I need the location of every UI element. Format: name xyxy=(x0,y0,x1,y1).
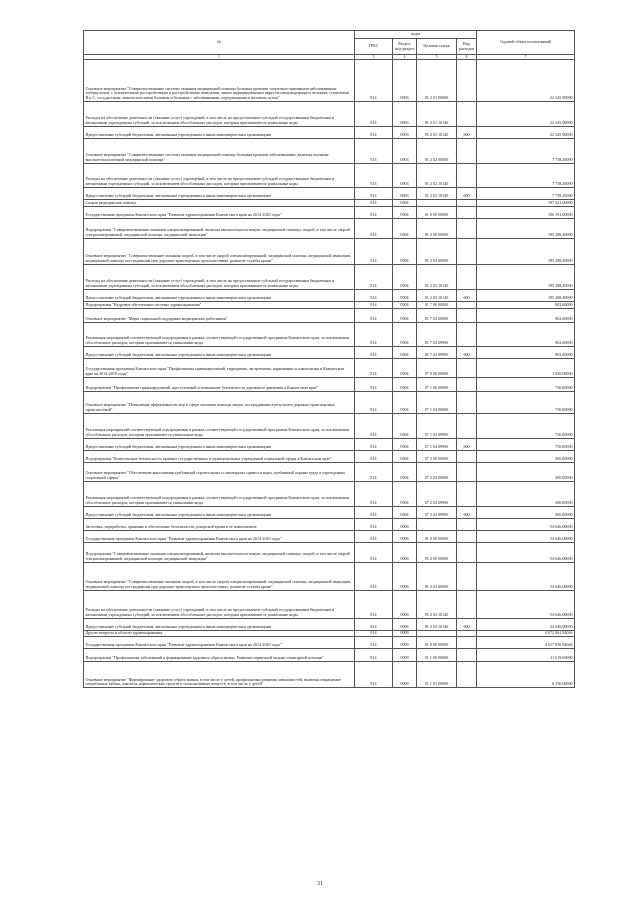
row-name-cell: Подпрограмма "Совершенствование оказания специализированной, включая высокотехнологичную, медицинской помощи, скорой, в том числе скорой специализированной, медицинской помощи, медицинской эвакуации" xyxy=(84,542,355,562)
row-section-cell: 0904 xyxy=(393,322,417,346)
row-grbs-cell: 814 xyxy=(355,289,393,301)
row-expense-type-cell xyxy=(457,206,477,218)
row-grbs-cell: 814 xyxy=(355,413,393,438)
row-section-cell: 0904 xyxy=(393,450,417,462)
table-row xyxy=(84,164,575,188)
row-name-cell: Предоставление субсидий бюджетным, автономным учреждениям и иным некоммерческим организациям xyxy=(84,618,355,630)
row-grbs-cell: 814 xyxy=(355,542,393,562)
row-target-article-cell: 07 2 02 09990 xyxy=(417,481,457,506)
row-name-cell: Государственная программа Камчатского края "Развитие здравоохранения Камчатского края на 2014-2020 годы" xyxy=(84,530,355,542)
table-row xyxy=(84,649,575,662)
row-expense-type-cell xyxy=(457,218,477,238)
row-target-article-cell: 01 2 03 10140 xyxy=(417,264,457,289)
row-expense-type-cell xyxy=(457,481,477,506)
row-name-cell: Предоставление субсидий бюджетным, автономным учреждениям и иным некоммерческим организациям xyxy=(84,438,355,450)
row-grbs-cell: 814 xyxy=(355,562,393,590)
row-expense-type-cell xyxy=(457,164,477,188)
row-amount-cell: 902,60000 xyxy=(477,308,575,322)
row-grbs-cell: 814 xyxy=(355,649,393,662)
row-name-cell: Предоставление субсидий бюджетным, автономным учреждениям и иным некоммерческим организациям xyxy=(84,188,355,200)
row-grbs-cell: 814 xyxy=(355,308,393,322)
row-amount-cell: 7 758,20000 xyxy=(477,139,575,164)
row-grbs-cell: 814 xyxy=(355,346,393,358)
row-grbs-cell: 814 xyxy=(355,264,393,289)
row-expense-type-cell xyxy=(457,60,477,102)
row-amount-cell: 1 050,00000 xyxy=(477,358,575,377)
row-amount-cell: 4 617 856,94046 xyxy=(477,637,575,649)
table-row xyxy=(84,218,575,238)
table-row xyxy=(84,322,575,346)
row-amount-cell: 54 646,00000 xyxy=(477,542,575,562)
row-name-cell: Основное мероприятие "Совершенствование оказания скорой, в том числе скорой специализированной, медицинской помощи, медицинской эвакуации, медицинской помощи пострадавшим при дорожно-транспортных происшествиях, развитие службы крови" xyxy=(84,562,355,590)
row-section-cell: 0909 xyxy=(393,637,417,649)
row-name-cell: Предоставление субсидий бюджетным, автономным учреждениям и иным некоммерческим организациям xyxy=(84,127,355,139)
table-row xyxy=(84,662,575,688)
row-name-cell: Реализация мероприятий соответствующей подпрограммы в рамках соответствующей государственной программы Камчатского края, за исключением обособленных расходов, которым присваиваются уникальные коды xyxy=(84,413,355,438)
row-target-article-cell: 01 7 02 09990 xyxy=(417,346,457,358)
row-amount-cell: 750,00000 xyxy=(477,377,575,391)
table-body xyxy=(84,60,575,688)
row-expense-type-cell xyxy=(457,562,477,590)
row-section-cell: 0906 xyxy=(393,590,417,618)
header-expense-type: Вид расходов xyxy=(457,39,477,55)
row-section-cell: 0904 xyxy=(393,308,417,322)
row-grbs-cell: 814 xyxy=(355,637,393,649)
row-target-article-cell: 01 1 01 00000 xyxy=(417,662,457,688)
row-grbs-cell: 814 xyxy=(355,530,393,542)
row-name-cell: Предоставление субсидий бюджетным, автономным учреждениям и иным некоммерческим организациям xyxy=(84,506,355,518)
row-section-cell: 0904 xyxy=(393,301,417,308)
row-section-cell: 0904 xyxy=(393,238,417,264)
row-amount-cell: 54 646,00000 xyxy=(477,518,575,530)
column-number: 1 xyxy=(84,55,355,60)
row-grbs-cell: 814 xyxy=(355,102,393,127)
row-section-cell: 0903 xyxy=(393,102,417,127)
row-target-article-cell: 01 0 00 00000 xyxy=(417,206,457,218)
row-amount-cell: 54 646,00000 xyxy=(477,562,575,590)
row-section-cell: 0904 xyxy=(393,377,417,391)
row-name-cell: Государственная программа Камчатского края "Развитие здравоохранения Камчатского края на 2014-2020 годы" xyxy=(84,637,355,649)
table-row xyxy=(84,506,575,518)
row-section-cell: 0909 xyxy=(393,649,417,662)
row-name-cell: Расходы на обеспечение деятельности (оказание услуг) учреждений, в том числе на предоставление субсидий государственным бюджетным и автономным учреждениям субсидий, за исключением обособленных расходов, которым присваиваются уникальные коды xyxy=(84,102,355,127)
row-target-article-cell: 07 0 00 00000 xyxy=(417,358,457,377)
table-row xyxy=(84,462,575,481)
row-target-article-cell: 01 2 02 10140 xyxy=(417,188,457,200)
header-grbs: ГРБС xyxy=(355,39,393,55)
row-expense-type-cell: 600 xyxy=(457,438,477,450)
row-target-article-cell: 01 2 02 10140 xyxy=(417,164,457,188)
row-expense-type-cell: 600 xyxy=(457,618,477,630)
row-target-article-cell xyxy=(417,200,457,207)
row-name-cell: Подпрограмма "Профилактика заболеваний и формирование здорового образа жизни. Развитие первичной медико-санитарной помощи" xyxy=(84,649,355,662)
row-amount-cell: 11 619,60000 xyxy=(477,649,575,662)
row-target-article-cell: 01 2 02 00000 xyxy=(417,139,457,164)
table-row xyxy=(84,358,575,377)
page-number: 31 xyxy=(317,881,323,887)
row-target-article-cell: 07 2 00 00000 xyxy=(417,450,457,462)
row-expense-type-cell xyxy=(457,590,477,618)
row-amount-cell: 902,60000 xyxy=(477,301,575,308)
row-name-cell: Подпрограмма "Профилактика правонарушений, преступлений и повышение безопасности дорожного движения в Камчатском крае" xyxy=(84,377,355,391)
table-row xyxy=(84,289,575,301)
table-row xyxy=(84,438,575,450)
row-expense-type-cell xyxy=(457,637,477,649)
row-target-article-cell xyxy=(417,630,457,637)
row-expense-type-cell xyxy=(457,391,477,413)
row-target-article-cell: 07 1 04 09990 xyxy=(417,438,457,450)
row-expense-type-cell: 600 xyxy=(457,188,477,200)
row-section-cell: 0909 xyxy=(393,662,417,688)
row-grbs-cell: 814 xyxy=(355,206,393,218)
row-expense-type-cell xyxy=(457,322,477,346)
column-number: 3 xyxy=(355,55,393,60)
table-row xyxy=(84,637,575,649)
row-name-cell: Скорая медицинская помощь xyxy=(84,200,355,207)
row-name-cell: Заготовка, переработка, хранение и обеспечение безопасности донорской крови и ее компонентов xyxy=(84,518,355,530)
row-amount-cell: 22 345,90000 xyxy=(477,102,575,127)
table-row xyxy=(84,618,575,630)
row-expense-type-cell xyxy=(457,542,477,562)
table-row xyxy=(84,308,575,322)
row-target-article-cell: 01 7 02 00000 xyxy=(417,308,457,322)
row-grbs-cell: 814 xyxy=(355,200,393,207)
row-expense-type-cell xyxy=(457,630,477,637)
row-name-cell: Подпрограмма "Совершенствование оказания специализированной, включая высокотехнологичную, медицинской помощи, скорой, в том числе скорой специализированной, медицинской помощи, медицинской эвакуации" xyxy=(84,218,355,238)
row-name-cell: Другие вопросы в области здравоохранения xyxy=(84,630,355,637)
row-amount-cell: 22 345,90000 xyxy=(477,127,575,139)
table-row xyxy=(84,590,575,618)
table-row xyxy=(84,450,575,462)
row-amount-cell: 300,00000 xyxy=(477,462,575,481)
row-target-article-cell: 01 2 00 00000 xyxy=(417,542,457,562)
table-row xyxy=(84,264,575,289)
row-expense-type-cell: 600 xyxy=(457,506,477,518)
row-section-cell: 0904 xyxy=(393,200,417,207)
row-name-cell: Основное мероприятие "Совершенствование системы оказания медицинской помощи больным прочими заболеваниями, включая оказание высокотехнологичной медицинской помощи" xyxy=(84,139,355,164)
row-name-cell: Основное мероприятие "Совершенствование системы оказания медицинской помощи больным прочими социально-значимыми заболеваниями: туберкулезом, с психическими расстройствами и расстройствами поведения, лицам инфицированным вирусом иммунодефицита человека, гепатитами В и С, сосудистыми, онкологическими больным и больным с заболеваниями, передающимися половым путем" xyxy=(84,60,355,102)
row-amount-cell: 54 646,00000 xyxy=(477,530,575,542)
row-section-cell: 0904 xyxy=(393,506,417,518)
table-header xyxy=(84,31,575,60)
column-number: 6 xyxy=(457,55,477,60)
table-row xyxy=(84,377,575,391)
row-target-article-cell: 07 1 00 00000 xyxy=(417,377,457,391)
row-expense-type-cell xyxy=(457,308,477,322)
row-expense-type-cell xyxy=(457,413,477,438)
row-section-cell: 0903 xyxy=(393,60,417,102)
row-section-cell: 0903 xyxy=(393,164,417,188)
row-name-cell: Расходы на обеспечение деятельности (оказание услуг) учреждений, в том числе на предоставление субсидий государственным бюджетным и автономным учреждениям субсидий, за исключением обособленных расходов, которым присваиваются уникальные коды xyxy=(84,590,355,618)
row-section-cell: 0904 xyxy=(393,218,417,238)
row-target-article-cell: 01 2 00 00000 xyxy=(417,218,457,238)
table-row xyxy=(84,188,575,200)
row-target-article-cell: 01 2 01 10140 xyxy=(417,102,457,127)
row-amount-cell: 750,00000 xyxy=(477,391,575,413)
row-target-article-cell: 01 0 00 00000 xyxy=(417,530,457,542)
row-amount-cell: 197 241,00000 xyxy=(477,200,575,207)
row-amount-cell: 195 288,40000 xyxy=(477,238,575,264)
row-section-cell: 0909 xyxy=(393,630,417,637)
row-section-cell: 0903 xyxy=(393,127,417,139)
row-grbs-cell: 814 xyxy=(355,139,393,164)
table-row xyxy=(84,200,575,207)
row-section-cell: 0906 xyxy=(393,618,417,630)
row-amount-cell: 195 288,40000 xyxy=(477,218,575,238)
table-row xyxy=(84,206,575,218)
row-grbs-cell: 814 xyxy=(355,481,393,506)
column-number: 4 xyxy=(393,55,417,60)
row-amount-cell: 300,00000 xyxy=(477,450,575,462)
row-amount-cell: 902,60000 xyxy=(477,346,575,358)
row-section-cell: 0904 xyxy=(393,346,417,358)
row-grbs-cell: 814 xyxy=(355,630,393,637)
row-grbs-cell: 814 xyxy=(355,358,393,377)
row-name-cell: Государственная программа Камчатского края "Профилактика правонарушений, терроризма, экстремизма, наркомании и алкоголизма в Камчатском крае на 2014-2018 годы" xyxy=(84,358,355,377)
row-amount-cell: 7 758,20000 xyxy=(477,164,575,188)
table-row xyxy=(84,562,575,590)
row-grbs-cell: 814 xyxy=(355,377,393,391)
row-expense-type-cell xyxy=(457,139,477,164)
row-name-cell: Основное мероприятие "Меры социальной поддержки медицинских работников" xyxy=(84,308,355,322)
row-section-cell: 0906 xyxy=(393,530,417,542)
row-grbs-cell: 814 xyxy=(355,450,393,462)
row-expense-type-cell xyxy=(457,358,477,377)
row-amount-cell: 300,00000 xyxy=(477,481,575,506)
budget-table-sheet xyxy=(83,30,574,688)
row-section-cell: 0906 xyxy=(393,542,417,562)
row-amount-cell: 54 646,00000 xyxy=(477,590,575,618)
row-grbs-cell: 814 xyxy=(355,322,393,346)
row-name-cell: Предоставление субсидий бюджетным, автономным учреждениям и иным некоммерческим организациям xyxy=(84,346,355,358)
row-expense-type-cell xyxy=(457,649,477,662)
row-name-cell: Основное мероприятие "Формирование здорового образа жизни, в том числе у детей, профилактика развития зависимостей, включая сокращение потребления табака, алкоголя, наркотических средств и психоактивных веществ, в том числе у детей" xyxy=(84,662,355,688)
row-expense-type-cell xyxy=(457,102,477,127)
row-amount-cell: 22 345,90000 xyxy=(477,60,575,102)
row-amount-cell: 4 672 061,94046 xyxy=(477,630,575,637)
row-grbs-cell: 814 xyxy=(355,518,393,530)
row-expense-type-cell: 600 xyxy=(457,346,477,358)
table-row xyxy=(84,102,575,127)
table-row xyxy=(84,630,575,637)
table-row xyxy=(84,238,575,264)
table-row xyxy=(84,530,575,542)
row-name-cell: Основное мероприятие "Повышение эффективности мер в сфере оказания помощи лицам, пострадавшим в результате дорожно-транспортных происшествий" xyxy=(84,391,355,413)
row-section-cell: 0904 xyxy=(393,289,417,301)
row-section-cell: 0904 xyxy=(393,481,417,506)
row-expense-type-cell xyxy=(457,377,477,391)
table-row xyxy=(84,60,575,102)
row-expense-type-cell: 600 xyxy=(457,127,477,139)
row-section-cell: 0904 xyxy=(393,206,417,218)
row-section-cell: 0906 xyxy=(393,562,417,590)
row-name-cell: Предоставление субсидий бюджетным, автономным учреждениям и иным некоммерческим организациям xyxy=(84,289,355,301)
row-amount-cell: 7 758,20000 xyxy=(477,188,575,200)
row-section-cell: 0906 xyxy=(393,518,417,530)
row-expense-type-cell xyxy=(457,200,477,207)
column-number: 5 xyxy=(417,55,457,60)
row-name-cell: Основное мероприятие "Совершенствование оказания скорой, в том числе скорой специализированной, медицинской помощи, медицинской эвакуации, медицинской помощи пострадавшим при дорожно-транспортных происшествиях, развитие службы крови" xyxy=(84,238,355,264)
row-expense-type-cell xyxy=(457,238,477,264)
table-row xyxy=(84,346,575,358)
row-target-article-cell: 01 0 00 00000 xyxy=(417,637,457,649)
header-number: № xyxy=(84,31,355,55)
row-expense-type-cell xyxy=(457,462,477,481)
row-target-article-cell: 07 2 02 09990 xyxy=(417,506,457,518)
row-section-cell: 0904 xyxy=(393,391,417,413)
row-section-cell: 0903 xyxy=(393,188,417,200)
row-expense-type-cell xyxy=(457,450,477,462)
row-target-article-cell: 07 1 04 09990 xyxy=(417,413,457,438)
row-target-article-cell xyxy=(417,518,457,530)
row-expense-type-cell xyxy=(457,530,477,542)
row-grbs-cell: 814 xyxy=(355,462,393,481)
row-grbs-cell: 814 xyxy=(355,438,393,450)
row-target-article-cell: 01 2 03 00000 xyxy=(417,562,457,590)
row-amount-cell: 195 288,40000 xyxy=(477,289,575,301)
row-section-cell: 0903 xyxy=(393,139,417,164)
row-section-cell: 0904 xyxy=(393,264,417,289)
row-target-article-cell: 01 1 00 00000 xyxy=(417,649,457,662)
row-expense-type-cell xyxy=(457,662,477,688)
table-row xyxy=(84,139,575,164)
row-target-article-cell: 01 2 03 10140 xyxy=(417,289,457,301)
header-annual-volume: Годовой объем ассигнований xyxy=(477,31,575,55)
header-target-article: Целевая статья xyxy=(417,39,457,55)
row-amount-cell: 750,00000 xyxy=(477,438,575,450)
table-row xyxy=(84,542,575,562)
row-grbs-cell: 814 xyxy=(355,164,393,188)
row-grbs-cell: 814 xyxy=(355,218,393,238)
row-name-cell: Реализация мероприятий соответствующей подпрограммы в рамках соответствующей государственной программы Камчатского края, за исключением обособленных расходов, которым присваиваются уникальные коды xyxy=(84,481,355,506)
row-name-cell: Государственная программа Камчатского края "Развитие здравоохранения Камчатского края на 2014-2020 годы" xyxy=(84,206,355,218)
budget-table xyxy=(83,30,575,688)
table-row xyxy=(84,127,575,139)
table-row xyxy=(84,518,575,530)
row-amount-cell: 750,00000 xyxy=(477,413,575,438)
row-grbs-cell: 814 xyxy=(355,301,393,308)
table-row xyxy=(84,301,575,308)
row-amount-cell: 6 150,00000 xyxy=(477,662,575,688)
row-target-article-cell: 01 2 01 00000 xyxy=(417,60,457,102)
row-name-cell: Подпрограмма "Кадровое обеспечение системы здравоохранения" xyxy=(84,301,355,308)
table-row xyxy=(84,413,575,438)
row-amount-cell: 54 646,00000 xyxy=(477,618,575,630)
row-grbs-cell: 814 xyxy=(355,127,393,139)
row-grbs-cell: 814 xyxy=(355,238,393,264)
row-name-cell: Реализация мероприятий соответствующей подпрограммы в рамках соответствующей государственной программы Камчатского края, за исключением обособленных расходов, которым присваиваются уникальные коды xyxy=(84,322,355,346)
row-target-article-cell: 01 7 00 00000 xyxy=(417,301,457,308)
row-name-cell: Основное мероприятие "Обеспечение выполнения требований строительных и санитарных правил и норм, требований охраны труда в учреждениях социальной сферы" xyxy=(84,462,355,481)
row-target-article-cell: 07 1 04 00000 xyxy=(417,391,457,413)
row-expense-type-cell: 600 xyxy=(457,289,477,301)
row-section-cell: 0904 xyxy=(393,358,417,377)
row-grbs-cell: 814 xyxy=(355,188,393,200)
row-grbs-cell: 814 xyxy=(355,60,393,102)
table-row xyxy=(84,391,575,413)
row-name-cell: Расходы на обеспечение деятельности (оказание услуг) учреждений, в том числе на предоставление субсидий государственным бюджетным и автономным учреждениям субсидий, за исключением обособленных расходов, которым присваиваются уникальные коды xyxy=(84,164,355,188)
row-name-cell: Расходы на обеспечение деятельности (оказание услуг) учреждений, в том числе на предоставление субсидий государственным бюджетным и автономным учреждениям субсидий, за исключением обособленных расходов, которым присваиваются уникальные коды xyxy=(84,264,355,289)
row-section-cell: 0904 xyxy=(393,462,417,481)
row-section-cell: 0904 xyxy=(393,438,417,450)
row-expense-type-cell xyxy=(457,301,477,308)
row-target-article-cell: 01 2 03 00000 xyxy=(417,238,457,264)
row-target-article-cell: 01 7 02 09990 xyxy=(417,322,457,346)
row-section-cell: 0904 xyxy=(393,413,417,438)
column-number: 7 xyxy=(477,55,575,60)
row-name-cell: Подпрограмма "Комплексные безопасность краевых государственных и муниципальных учреждений социальной сферы в Камчатском крае" xyxy=(84,450,355,462)
row-target-article-cell: 07 2 02 00000 xyxy=(417,462,457,481)
header-codes: коды xyxy=(355,31,477,39)
row-target-article-cell: 01 2 01 10140 xyxy=(417,127,457,139)
header-section: Раздел, под-раздел xyxy=(393,39,417,55)
row-grbs-cell: 814 xyxy=(355,506,393,518)
row-amount-cell: 196 191,00000 xyxy=(477,206,575,218)
row-amount-cell: 195 288,40000 xyxy=(477,264,575,289)
row-grbs-cell: 814 xyxy=(355,590,393,618)
table-row xyxy=(84,481,575,506)
row-grbs-cell: 814 xyxy=(355,618,393,630)
row-amount-cell: 300,00000 xyxy=(477,506,575,518)
row-expense-type-cell xyxy=(457,264,477,289)
row-grbs-cell: 814 xyxy=(355,662,393,688)
row-expense-type-cell xyxy=(457,518,477,530)
row-grbs-cell: 814 xyxy=(355,391,393,413)
row-amount-cell: 902,60000 xyxy=(477,322,575,346)
row-target-article-cell: 01 2 03 10140 xyxy=(417,618,457,630)
row-target-article-cell: 01 2 03 10140 xyxy=(417,590,457,618)
